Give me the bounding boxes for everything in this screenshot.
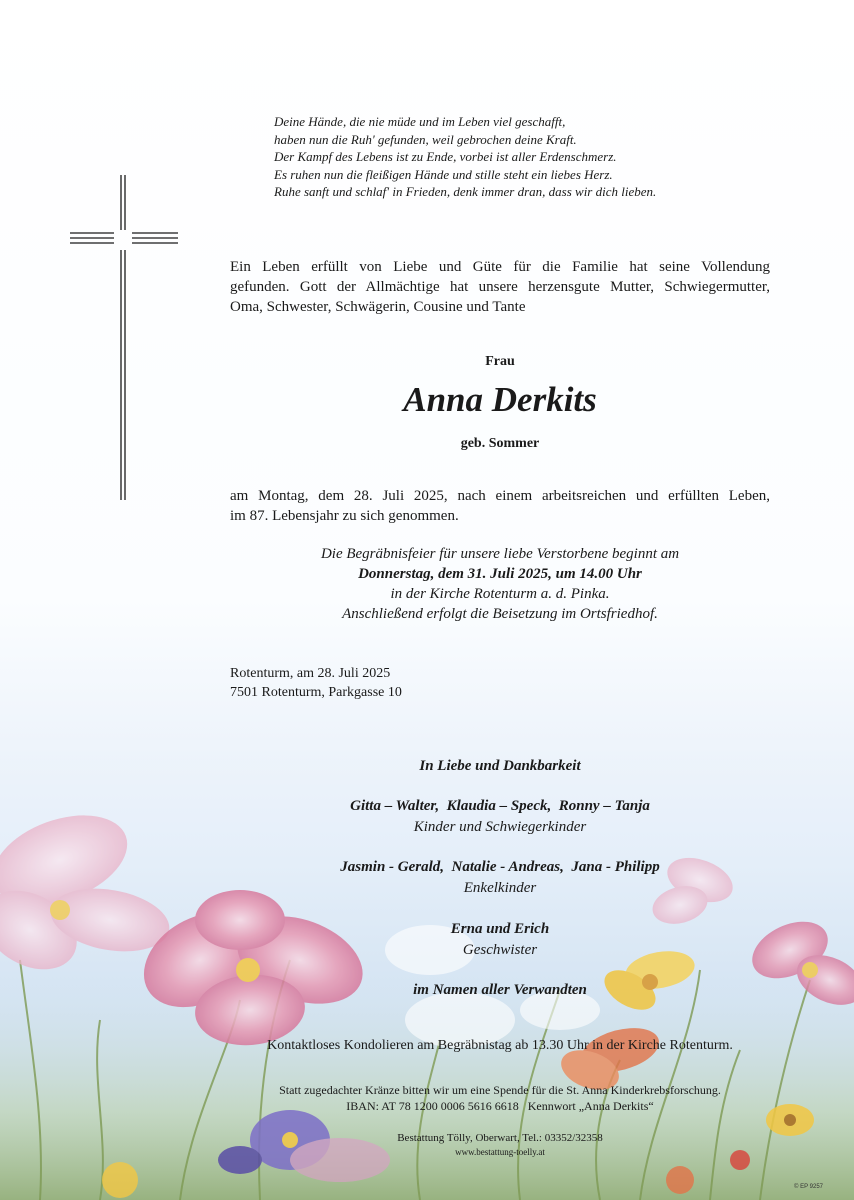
- death-line: am Montag, dem 28. Juli 2025, nach einem arbeitsreichen und erfüllten Leben,: [230, 488, 770, 504]
- poem-line: Deine Hände, die nie müde und im Leben viel geschafft,: [274, 114, 566, 129]
- place-date-line: Rotenturm, am 28. Juli 2025: [230, 666, 391, 681]
- salutation: Frau: [485, 354, 515, 369]
- funeral-location: in der Kirche Rotenturm a. d. Pinka.: [390, 586, 610, 602]
- copyright-mark: © EP 9257: [794, 1184, 823, 1190]
- undertaker-website[interactable]: www.bestattung-toelly.at: [455, 1147, 545, 1157]
- undertaker-line: Bestattung Tölly, Oberwart, Tel.: 03352/32358: [397, 1132, 603, 1144]
- grandchildren-role: Enkelkinder: [463, 880, 537, 896]
- children-role: Kinder und Schwiegerkinder: [413, 819, 587, 835]
- cross-icon: [70, 175, 180, 505]
- donation-note: [200, 1082, 800, 1114]
- intro-line: gefunden. Gott der Allmächtige hat unsere herzensgute Mutter, Schwiegermutter,: [230, 279, 770, 295]
- funeral-date-time: Donnerstag, dem 31. Juli 2025, um 14.00 Uhr: [358, 566, 642, 582]
- relatives-line: im Namen aller Verwandten: [413, 982, 587, 998]
- poem: [274, 113, 794, 201]
- poem-line: haben nun die Ruh' gefunden, weil gebrochen deine Kraft.: [274, 131, 577, 147]
- siblings-role: Geschwister: [462, 942, 538, 958]
- grandchildren-names: Jasmin - Gerald, Natalie - Andreas, Jana - Philipp: [340, 859, 660, 875]
- intro-line: Ein Leben erfüllt von Liebe und Güte für die Familie hat seine Vollendung: [230, 259, 770, 275]
- death-line: im 87. Lebensjahr zu sich genommen.: [230, 508, 459, 524]
- siblings-names: Erna und Erich: [450, 921, 550, 937]
- children-names: Gitta – Walter, Klaudia – Speck, Ronny – Tanja: [350, 798, 650, 814]
- poem-line: Der Kampf des Lebens ist zu Ende, vorbei ist aller Erdenschmerz.: [274, 149, 617, 164]
- address: 7501 Rotenturm, Parkgasse 10: [230, 685, 402, 700]
- funeral-intro: Die Begräbnisfeier für unsere liebe Verstorbene beginnt am: [320, 546, 680, 562]
- donation-iban: IBAN: AT 78 1200 0006 5616 6618 Kennwort „Anna Derkits“: [346, 1099, 654, 1113]
- condolence-note: Kontaktloses Kondolieren am Begräbnistag ab 13.30 Uhr in der Kirche Rotenturm.: [267, 1038, 733, 1053]
- donation-line: Statt zugedachter Kränze bitten wir um eine Spende für die St. Anna Kinderkrebsforschung.: [279, 1083, 721, 1097]
- poem-line: Ruhe sanft und schlaf' in Frieden, denk immer dran, dass wir dich lieben.: [274, 184, 657, 199]
- undertaker-info: [200, 1131, 800, 1159]
- burial-note: Anschließend erfolgt die Beisetzung im Ortsfriedhof.: [342, 606, 658, 622]
- intro-paragraph: [230, 257, 770, 317]
- poem-line: Es ruhen nun die fleißigen Hände und stille steht ein liebes Herz.: [274, 166, 613, 182]
- birth-name: geb. Sommer: [460, 436, 540, 451]
- deceased-name: Anna Derkits: [403, 380, 597, 419]
- flower-meadow-background: [0, 720, 854, 1200]
- mourners-title: In Liebe und Dankbarkeit: [419, 758, 581, 774]
- death-notice: [230, 486, 770, 526]
- funeral-details: [230, 544, 770, 624]
- place-and-date: [230, 664, 402, 702]
- intro-line: Oma, Schwester, Schwägerin, Cousine und Tante: [230, 299, 526, 315]
